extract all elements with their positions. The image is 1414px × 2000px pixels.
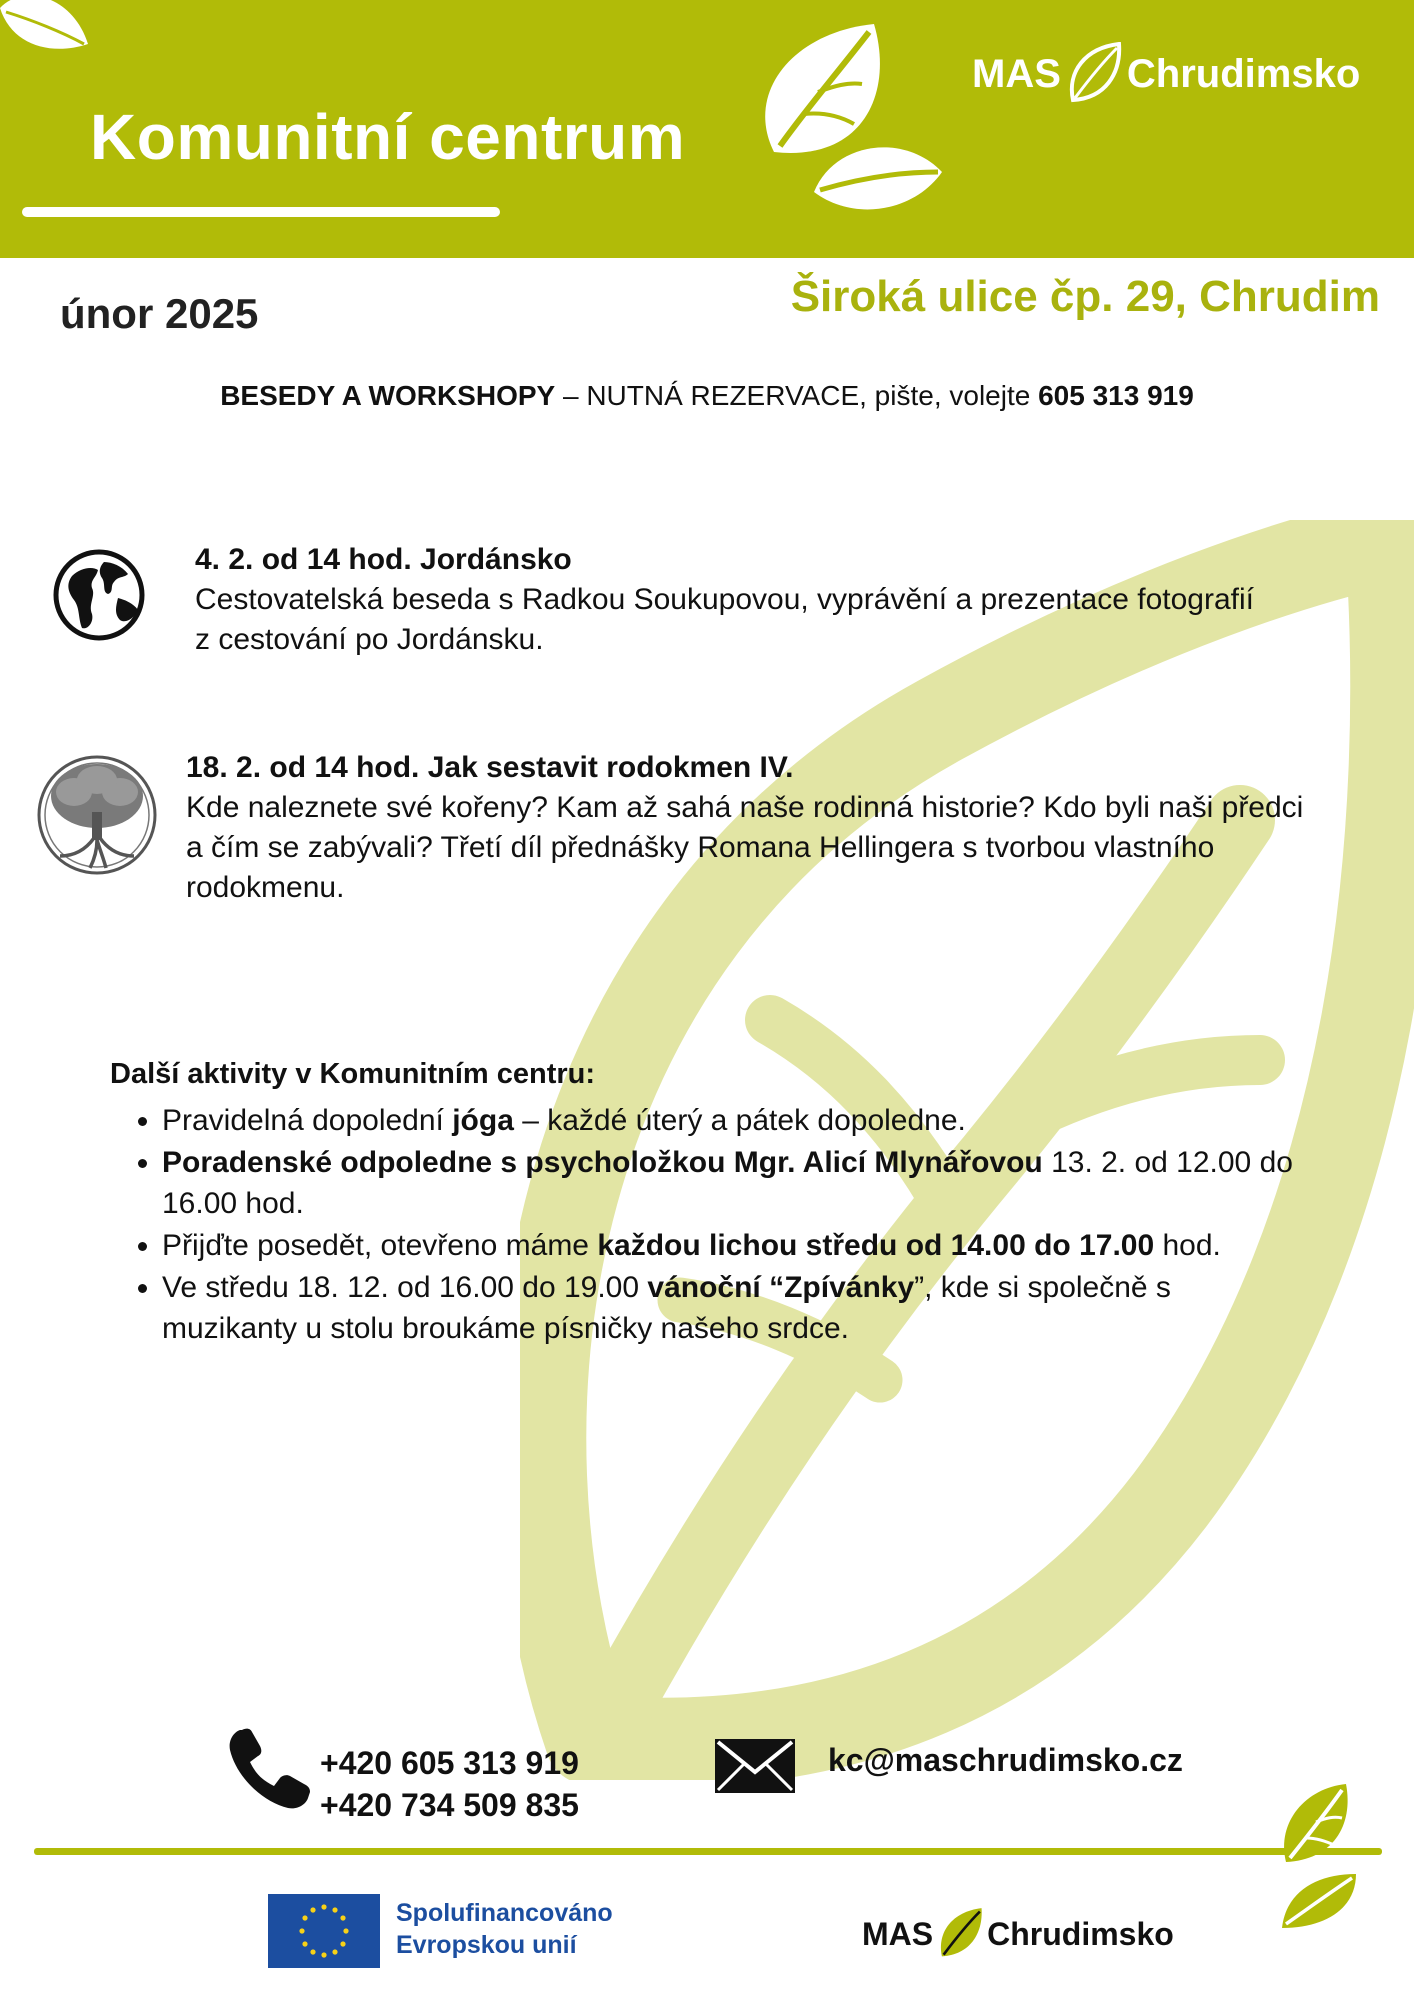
brand-leaf-icon — [1065, 42, 1123, 106]
tree-of-life-icon — [34, 752, 160, 878]
eu-funding-text — [396, 1897, 613, 1961]
list-item — [162, 1100, 1312, 1141]
event-title: 18. 2. od 14 hod. Jak sestavit rodokmen IV. — [186, 751, 794, 784]
email-link[interactable]: kc@maschrudimsko.cz — [828, 1742, 1183, 1778]
eu-line: Spolufinancováno — [396, 1899, 613, 1927]
list-item — [162, 1225, 1312, 1266]
footer-leaves-icon — [1276, 1782, 1370, 1930]
phone-number[interactable]: +420 734 509 835 — [320, 1787, 579, 1823]
event-item — [186, 748, 1326, 908]
month-label: únor 2025 — [60, 290, 259, 337]
item-text: Ve středu 18. 12. od 16.00 do 19.00 — [162, 1271, 648, 1304]
event-description: Cestovatelská beseda s Radkou Soukupovou, vyprávění a prezentace fotografií z cestování po Jordánsku. — [195, 583, 1254, 656]
globe-icon — [52, 548, 146, 642]
page-title: Komunitní centrum — [90, 101, 686, 173]
footer-divider — [34, 1848, 1382, 1855]
item-text: ”, kde si společně s muzikanty u stolu broukáme písničky našeho srdce. — [162, 1271, 1171, 1345]
more-activities-list — [126, 1100, 1312, 1350]
item-text: Pravidelná dopolední — [162, 1104, 453, 1137]
event-description: Kde naleznete své kořeny? Kam až sahá naše rodinná historie? Kdo byli naši předci a čím se zabývali? Třetí díl přednášky Romana Hellingera s tvorbou vlastního rodokmenu. — [186, 791, 1304, 904]
phone-numbers — [320, 1742, 579, 1826]
eu-line: Evropskou unií — [396, 1931, 577, 1959]
reservation-note — [0, 380, 1414, 412]
phone-icon — [226, 1724, 314, 1812]
brand-prefix: MAS — [972, 51, 1061, 96]
brand-leaf-icon — [935, 1906, 985, 1962]
brand-prefix: MAS — [862, 1915, 934, 1952]
reservation-text: – NUTNÁ REZERVACE, pište, volejte — [555, 380, 1039, 411]
header-band — [0, 0, 1414, 258]
item-text: Přijďte posedět, otevřeno máme — [162, 1229, 598, 1262]
event-item — [195, 540, 1275, 660]
more-activities-title: Další aktivity v Komunitním centru: — [110, 1058, 596, 1090]
item-text: – každé úterý a pátek dopoledne. — [513, 1104, 966, 1137]
title-underline — [22, 207, 500, 217]
reservation-label: BESEDY A WORKSHOPY — [220, 380, 556, 411]
eu-stars-icon — [268, 1894, 380, 1968]
item-bold: jóga — [452, 1104, 514, 1137]
address: Široká ulice čp. 29, Chrudim — [790, 272, 1380, 321]
phone-number[interactable]: +420 605 313 919 — [320, 1745, 579, 1781]
footer-brand-logo — [862, 1906, 1174, 1962]
item-text: 13. 2. od 12.00 do 16.00 hod. — [162, 1146, 1293, 1220]
list-item — [162, 1142, 1312, 1224]
corner-leaf-icon — [0, 0, 92, 58]
item-bold: každou lichou středu od 14.00 do 17.00 — [597, 1229, 1155, 1262]
brand-suffix: Chrudimsko — [987, 1915, 1174, 1952]
leaves-icon — [754, 22, 944, 212]
event-title: 4. 2. od 14 hod. Jordánsko — [195, 543, 572, 576]
item-text: hod. — [1154, 1229, 1221, 1262]
mail-icon — [712, 1736, 798, 1796]
eu-flag-icon — [268, 1894, 380, 1968]
item-bold: vánoční “Zpívánky — [647, 1271, 915, 1304]
brand-suffix: Chrudimsko — [1126, 51, 1361, 96]
item-bold: Poradenské odpoledne s psycholožkou Mgr. Alicí Mlynářovou — [162, 1146, 1043, 1179]
list-item — [162, 1267, 1312, 1349]
brand-logo — [972, 42, 1360, 106]
reservation-phone: 605 313 919 — [1038, 380, 1194, 411]
